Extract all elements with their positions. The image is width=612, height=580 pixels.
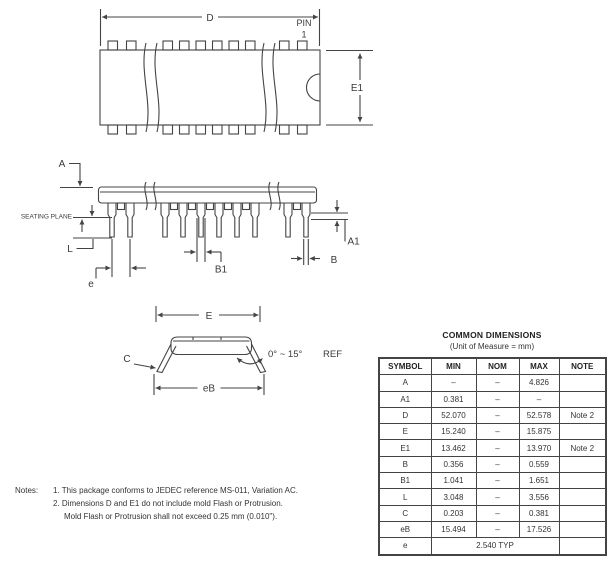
table-row-C bbox=[379, 505, 606, 521]
pin-bottom bbox=[229, 125, 239, 134]
a-dimension bbox=[60, 164, 93, 217]
body-end-outline bbox=[171, 337, 252, 355]
table-cell: 0.559 bbox=[519, 456, 559, 472]
table-cell: 3.048 bbox=[431, 489, 476, 505]
table-row-L bbox=[379, 489, 606, 505]
e-pitch-dimension bbox=[96, 239, 146, 279]
table-cell: eB bbox=[379, 521, 431, 537]
table-row-eB bbox=[379, 521, 606, 537]
pin-bottom bbox=[196, 125, 206, 134]
pin-bottom bbox=[108, 125, 118, 134]
notes-block bbox=[15, 484, 298, 523]
pin-side-profile bbox=[284, 203, 292, 237]
top-view bbox=[100, 9, 373, 134]
far-pin-tab bbox=[225, 203, 232, 210]
table-cell: 13.970 bbox=[519, 440, 559, 456]
dimensions-table bbox=[378, 357, 607, 556]
pin-bottom bbox=[280, 125, 290, 134]
e1-dimension bbox=[326, 51, 373, 126]
far-row-pin-tabs bbox=[118, 203, 301, 210]
table-cell bbox=[559, 505, 606, 521]
pin-top bbox=[229, 41, 239, 50]
right-lead bbox=[247, 344, 266, 373]
left-lead bbox=[157, 344, 176, 373]
table-cell: E bbox=[379, 424, 431, 440]
table-cell: 0.381 bbox=[431, 391, 476, 407]
table-cell: B bbox=[379, 456, 431, 472]
table-row-B bbox=[379, 456, 606, 472]
far-pin-tab bbox=[118, 203, 125, 210]
pin-bottom bbox=[180, 125, 190, 134]
header-nom: NOM bbox=[476, 358, 519, 375]
table-row-A1 bbox=[379, 391, 606, 407]
table-cell: – bbox=[476, 521, 519, 537]
table-cell bbox=[559, 521, 606, 537]
package-body-outline bbox=[100, 50, 320, 125]
angle-range-label: 0° ~ 15° bbox=[268, 349, 303, 360]
dim-label-e1: E1 bbox=[350, 83, 364, 94]
table-row-E bbox=[379, 424, 606, 440]
table-cell: E1 bbox=[379, 440, 431, 456]
pin-top bbox=[246, 41, 256, 50]
table-row-D bbox=[379, 407, 606, 423]
pin-bottom bbox=[298, 125, 308, 134]
pin-side-profile bbox=[215, 203, 223, 237]
note-line-2-continued: Mold Flash or Protrusion shall not exceed 0.25 mm (0.010"). bbox=[64, 512, 278, 521]
header-min: MIN bbox=[431, 358, 476, 375]
table-cell bbox=[559, 473, 606, 489]
table-cell: 0.381 bbox=[519, 505, 559, 521]
dim-label-eb: eB bbox=[202, 383, 216, 395]
table-cell: 3.556 bbox=[519, 489, 559, 505]
pin1-number: 1 bbox=[301, 29, 307, 40]
seating-plane-label: SEATING PLANE bbox=[20, 213, 72, 221]
table-subtitle: (Unit of Measure = mm) bbox=[449, 342, 535, 351]
table-cell: L bbox=[379, 489, 431, 505]
table-cell: – bbox=[476, 473, 519, 489]
dimensions-table-block bbox=[378, 330, 606, 556]
table-cell: 15.875 bbox=[519, 424, 559, 440]
far-pin-tab bbox=[243, 203, 250, 210]
table-cell: – bbox=[519, 391, 559, 407]
end-view bbox=[123, 306, 342, 395]
table-cell: 2.540 TYP bbox=[431, 538, 559, 555]
table-cell: – bbox=[476, 505, 519, 521]
dim-label-a1: A1 bbox=[347, 236, 360, 248]
table-cell: A bbox=[379, 375, 431, 391]
table-cell: D bbox=[379, 407, 431, 423]
pin1-notch bbox=[307, 74, 321, 101]
break-lines bbox=[144, 43, 277, 132]
table-cell: – bbox=[476, 375, 519, 391]
pin-bottom bbox=[163, 125, 173, 134]
far-pin-tab bbox=[171, 203, 178, 210]
pin-side-profile bbox=[251, 203, 259, 237]
pin-side-profile bbox=[197, 203, 205, 237]
pin-side-profile bbox=[108, 203, 116, 237]
table-cell: e bbox=[379, 538, 431, 555]
pin-side-profile bbox=[179, 203, 187, 237]
side-break-lines bbox=[145, 182, 280, 210]
table-cell: 52.578 bbox=[519, 407, 559, 423]
pin-top bbox=[180, 41, 190, 50]
pin-top bbox=[108, 41, 118, 50]
header-max: MAX bbox=[519, 358, 559, 375]
far-pin-tab bbox=[207, 203, 214, 210]
header-symbol: SYMBOL bbox=[379, 358, 431, 375]
dim-label-d: D bbox=[206, 13, 214, 24]
dim-label-b: B bbox=[330, 255, 338, 266]
dim-label-a: A bbox=[58, 159, 66, 170]
pin-side-profile bbox=[126, 203, 134, 237]
b-dimension bbox=[291, 239, 320, 265]
table-cell: 15.494 bbox=[431, 521, 476, 537]
table-cell: – bbox=[476, 440, 519, 456]
dim-label-e-width: E bbox=[205, 311, 213, 322]
pin-top bbox=[298, 41, 308, 50]
table-cell bbox=[559, 489, 606, 505]
pin-top bbox=[280, 41, 290, 50]
pin-side-profile bbox=[233, 203, 241, 237]
table-cell: 15.240 bbox=[431, 424, 476, 440]
table-cell: – bbox=[431, 375, 476, 391]
angle-ref-label: REF bbox=[323, 349, 342, 360]
table-row-B1 bbox=[379, 473, 606, 489]
table-row-A bbox=[379, 375, 606, 391]
table-cell: – bbox=[476, 424, 519, 440]
pin-top bbox=[196, 41, 206, 50]
body-side-outline bbox=[99, 187, 317, 203]
table-cell bbox=[559, 391, 606, 407]
table-row-E1 bbox=[379, 440, 606, 456]
pin-bottom bbox=[127, 125, 137, 134]
table-cell: – bbox=[476, 391, 519, 407]
table-cell bbox=[559, 375, 606, 391]
table-cell: 17.526 bbox=[519, 521, 559, 537]
table-cell: – bbox=[476, 456, 519, 472]
dim-label-l: L bbox=[67, 244, 73, 255]
table-row-e bbox=[379, 538, 606, 555]
table-cell: 0.356 bbox=[431, 456, 476, 472]
pin-top bbox=[127, 41, 137, 50]
header-note: NOTE bbox=[559, 358, 606, 375]
far-pin-tab bbox=[189, 203, 196, 210]
c-leader-arrow bbox=[134, 364, 156, 368]
table-header-row bbox=[379, 358, 606, 375]
table-cell: – bbox=[476, 489, 519, 505]
dim-label-c: C bbox=[123, 354, 131, 365]
pin-side-profile bbox=[302, 203, 310, 237]
seating-plane-dimension bbox=[73, 218, 112, 239]
table-cell: 4.826 bbox=[519, 375, 559, 391]
table-cell: – bbox=[476, 407, 519, 423]
dim-label-b1: B1 bbox=[214, 264, 228, 276]
pin-top bbox=[213, 41, 223, 50]
table-cell: 1.651 bbox=[519, 473, 559, 489]
table-cell: 1.041 bbox=[431, 473, 476, 489]
pin-bottom bbox=[213, 125, 223, 134]
table-cell bbox=[559, 424, 606, 440]
table-cell: Note 2 bbox=[559, 440, 606, 456]
dim-label-e-pitch: e bbox=[88, 279, 94, 290]
pin-bottom bbox=[246, 125, 256, 134]
table-cell: C bbox=[379, 505, 431, 521]
pin-top bbox=[163, 41, 173, 50]
table-cell bbox=[559, 456, 606, 472]
table-cell: B1 bbox=[379, 473, 431, 489]
table-cell: A1 bbox=[379, 391, 431, 407]
notes-label: Notes: bbox=[15, 486, 39, 495]
a1-dimension bbox=[311, 200, 348, 242]
table-cell: 13.462 bbox=[431, 440, 476, 456]
table-cell: 0.203 bbox=[431, 505, 476, 521]
side-view bbox=[21, 159, 360, 290]
pin-side-profile bbox=[161, 203, 169, 237]
note-line-1: 1. This package conforms to JEDEC reference MS-011, Variation AC. bbox=[53, 486, 298, 495]
far-pin-tab bbox=[294, 203, 301, 210]
table-cell bbox=[559, 538, 606, 555]
table-cell: Note 2 bbox=[559, 407, 606, 423]
table-title: COMMON DIMENSIONS bbox=[442, 330, 542, 340]
l-leader bbox=[77, 239, 94, 249]
dimensions-table-body bbox=[379, 375, 606, 555]
b1-dimension bbox=[184, 218, 221, 262]
pin1-label: PIN bbox=[296, 18, 312, 28]
notes-lines bbox=[53, 484, 298, 523]
note-line-2: 2. Dimensions D and E1 do not include mold Flash or Protrusion. bbox=[53, 499, 283, 508]
table-cell: 52.070 bbox=[431, 407, 476, 423]
